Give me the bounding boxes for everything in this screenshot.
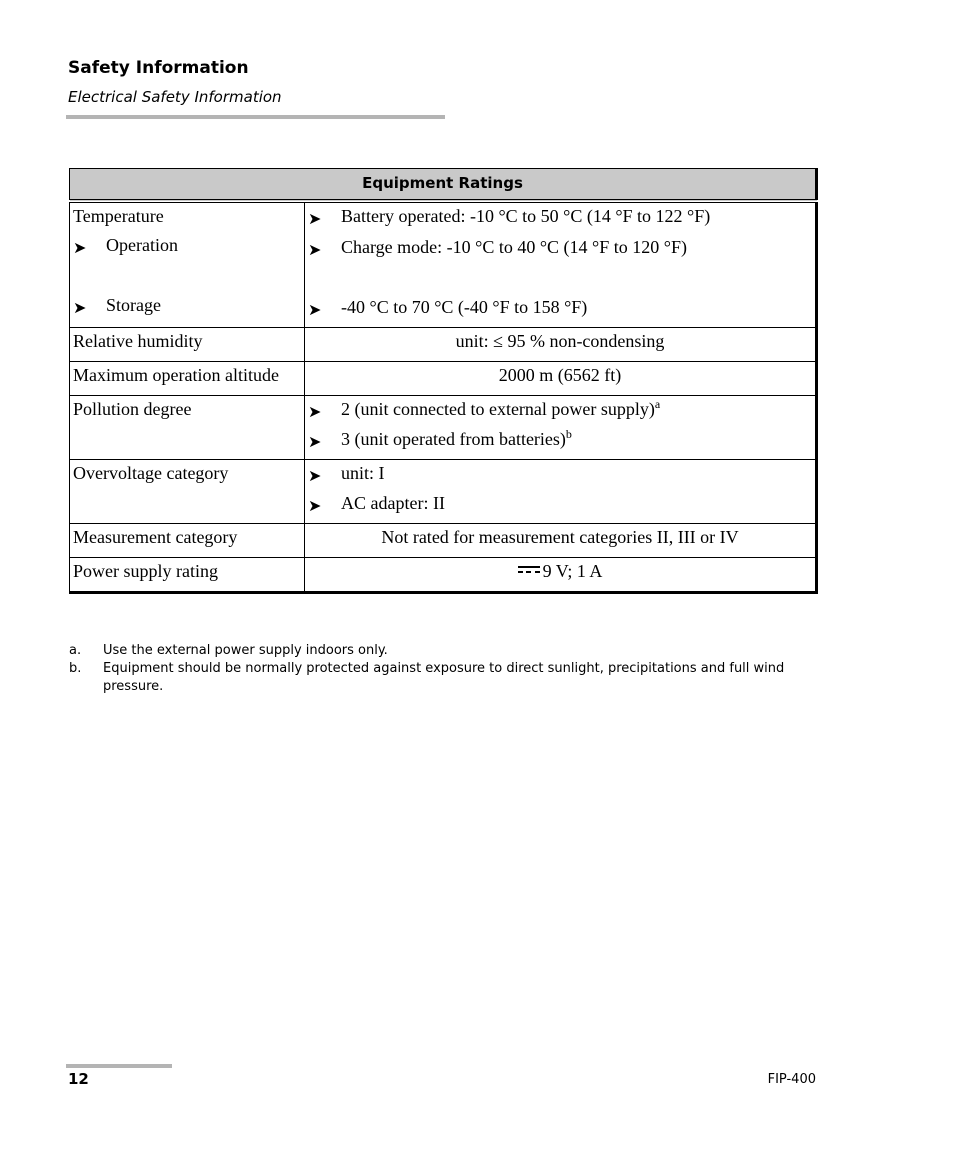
battery-operated-value: Battery operated: -10 °C to 50 °C (14 °F to 122 °F) [341,206,711,226]
operation-label: Operation [106,235,178,255]
table-row-power-supply [70,558,817,593]
arrowhead-bullet-icon: ➤ [308,432,322,451]
footnote-text: Use the external power supply indoors only. [103,643,388,658]
table-row-altitude [70,362,817,396]
table-row-measurement [70,524,817,558]
footnote-a [69,642,821,660]
equipment-ratings-table [69,168,818,594]
footnote-mark: a. [69,643,82,658]
arrowhead-bullet-icon: ➤ [73,298,87,317]
storage-label: Storage [106,295,161,315]
section-title: Safety Information [68,58,249,78]
overvoltage-value-2: AC adapter: II [341,493,445,513]
pollution-value-1: 2 (unit connected to external power supply) [341,399,655,419]
pollution-item-1 [308,398,812,421]
pollution-item-2 [308,428,812,451]
table-row-humidity [70,328,817,362]
humidity-value: unit: ≤ 95 % non-condensing [305,328,817,362]
overvoltage-value-1: unit: I [341,463,385,483]
humidity-label: Relative humidity [70,328,305,362]
charge-mode-value: Charge mode: -10 °C to 40 °C (14 °F to 120 °F) [341,237,687,257]
footnote-ref-b: b [565,427,572,441]
pollution-value-2: 3 (unit operated from batteries) [341,429,566,449]
overvoltage-label: Overvoltage category [70,460,305,524]
altitude-label: Maximum operation altitude [70,362,305,396]
footnote-text: Equipment should be normally protected against exposure to direct sunlight, precipitations and full wind pressure. [103,661,785,694]
charge-mode-item [308,236,812,259]
footnote-b [69,660,821,696]
arrowhead-bullet-icon: ➤ [308,240,322,259]
power-supply-value-cell [305,558,817,593]
pollution-label: Pollution degree [70,396,305,460]
footnotes [69,642,821,696]
product-name: FIP-400 [767,1072,816,1087]
footnote-ref-a: a [654,397,661,411]
temperature-label-cell [70,201,305,328]
altitude-value: 2000 m (6562 ft) [305,362,817,396]
measurement-label: Measurement category [70,524,305,558]
arrowhead-bullet-icon: ➤ [308,300,322,319]
arrowhead-bullet-icon: ➤ [308,209,322,228]
table-header-row [70,169,817,202]
storage-value: -40 °C to 70 °C (-40 °F to 158 °F) [341,297,588,317]
power-supply-value: 9 V; 1 A [542,561,603,581]
overvoltage-item-2 [308,492,812,515]
table-row-overvoltage [70,460,817,524]
arrowhead-bullet-icon: ➤ [308,402,322,421]
storage-item [73,294,301,317]
pollution-value-cell [305,396,817,460]
arrowhead-bullet-icon: ➤ [308,466,322,485]
operation-item [73,234,301,257]
dc-symbol-icon [518,566,540,573]
table-row-temperature [70,201,817,328]
measurement-value: Not rated for measurement categories II, III or IV [305,524,817,558]
table-row-pollution [70,396,817,460]
header-rule [66,115,445,119]
overvoltage-item-1 [308,462,812,485]
footnote-mark: b. [69,661,82,676]
overvoltage-value-cell [305,460,817,524]
footer-rule [66,1064,172,1068]
page-number: 12 [68,1070,89,1088]
temperature-label: Temperature [73,206,164,226]
subsection-title: Electrical Safety Information [68,88,282,106]
battery-operated-item [308,205,812,228]
table-title: Equipment Ratings [70,169,817,202]
arrowhead-bullet-icon: ➤ [73,238,87,257]
power-supply-label: Power supply rating [70,558,305,593]
arrowhead-bullet-icon: ➤ [308,496,322,515]
storage-value-item [308,296,812,319]
temperature-value-cell [305,201,817,328]
